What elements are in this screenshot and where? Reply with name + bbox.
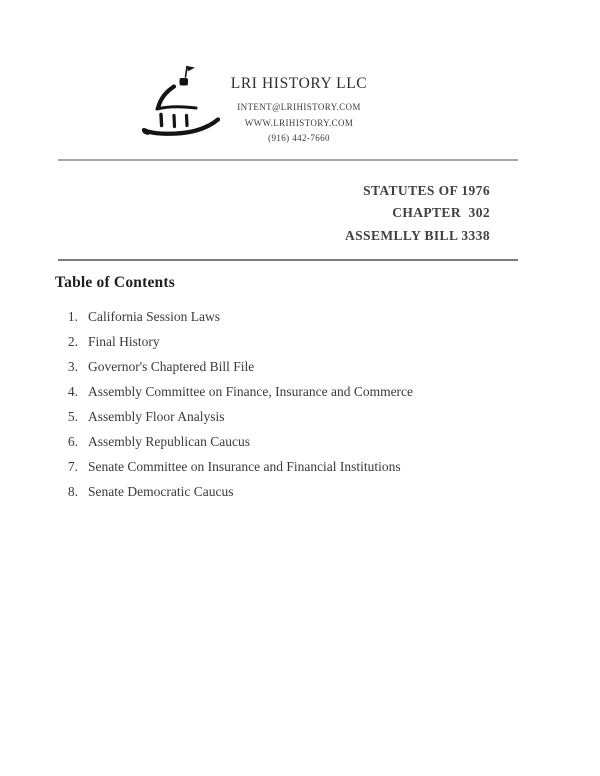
- toc-list: [55, 304, 525, 504]
- toc-item-number: 2.: [67, 334, 78, 349]
- toc-item: [55, 354, 525, 379]
- company-email: INTENT@LRIHISTORY.COM: [237, 102, 361, 112]
- toc-item: [55, 404, 525, 429]
- toc-item-label: California Session Laws: [88, 309, 220, 324]
- toc-item-number: 7.: [67, 459, 78, 474]
- statute-bill: ASSEMLLY BILL 3338: [344, 227, 490, 243]
- toc-item: [55, 454, 525, 479]
- toc-item: [55, 329, 525, 354]
- company-header: [203, 75, 395, 143]
- toc-item: [55, 379, 525, 404]
- toc-item: [55, 304, 525, 329]
- toc-item-number: 1.: [67, 309, 78, 324]
- toc-item-label: Assembly Republican Caucus: [88, 434, 250, 449]
- statute-year: STATUTES OF 1976: [363, 183, 490, 198]
- toc-item: [55, 429, 525, 454]
- statute-citation: [345, 180, 490, 247]
- toc-item-number: 3.: [67, 359, 78, 374]
- toc-item: [55, 479, 525, 504]
- toc-item-label: Assembly Floor Analysis: [88, 409, 225, 424]
- toc-item-label: Senate Democratic Caucus: [88, 484, 234, 499]
- toc-item-number: 8.: [67, 484, 78, 499]
- header-divider: [58, 159, 518, 161]
- company-phone: (916) 442-7660: [268, 133, 330, 143]
- toc-item-label: Senate Committee on Insurance and Financial Institutions: [88, 459, 401, 474]
- company-name: LRI HISTORY LLC: [230, 75, 368, 92]
- toc-item-label: Governor's Chaptered Bill File: [88, 359, 255, 374]
- statute-chapter: CHAPTER 302: [392, 205, 490, 221]
- toc-item-number: 6.: [67, 434, 78, 449]
- statute-divider: [58, 259, 518, 261]
- company-website: WWW.LRIHISTORY.COM: [244, 117, 354, 128]
- toc-title: Table of Contents: [55, 274, 175, 291]
- toc-item-number: 5.: [67, 409, 78, 424]
- toc-item-number: 4.: [67, 384, 78, 399]
- toc-item-label: Final History: [88, 334, 160, 349]
- toc-item-label: Assembly Committee on Finance, Insurance and Commerce: [88, 384, 414, 399]
